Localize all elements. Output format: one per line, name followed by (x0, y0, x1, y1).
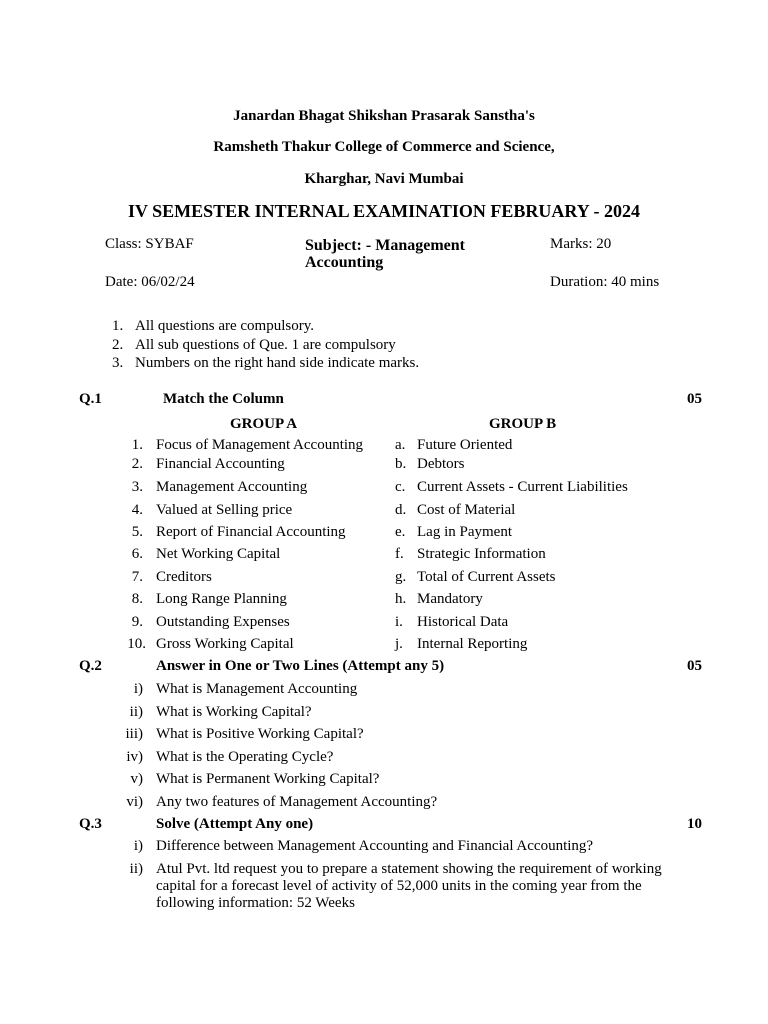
instruction-item (112, 337, 123, 354)
subject-label (305, 237, 465, 271)
group-a-number: 7. (131, 569, 143, 585)
group-b-item: Future Oriented (417, 437, 513, 453)
q2-item-number: v) (130, 771, 143, 787)
q2-item: What is Positive Working Capital? (156, 726, 364, 742)
q3-item-number: i) (133, 838, 143, 854)
instruction-number: 1. (112, 318, 124, 334)
q2-title: Answer in One or Two Lines (Attempt any 5) (156, 658, 445, 674)
group-b-item: Mandatory (417, 591, 483, 607)
group-a-item: Gross Working Capital (156, 636, 294, 652)
group-b-item: Current Assets - Current Liabilities (417, 479, 628, 495)
group-b-letter: c. (395, 479, 406, 495)
q2-item-number: iii) (125, 726, 143, 742)
q1-marks: 05 (687, 391, 702, 407)
group-b-letter: g. (395, 569, 407, 585)
q3-item (156, 861, 662, 912)
group-a-number: 2. (131, 456, 143, 472)
group-b-letter: a. (395, 437, 406, 453)
college-location: Kharghar, Navi Mumbai (304, 171, 464, 187)
q2-item: Any two features of Management Accounting? (156, 794, 438, 810)
subject-line-1: Subject: - Management (305, 237, 465, 254)
group-b-item: Historical Data (417, 614, 509, 630)
group-b-item: Cost of Material (417, 502, 516, 518)
group-b-item: Internal Reporting (417, 636, 528, 652)
group-a-number: 3. (131, 479, 143, 495)
group-a-item: Focus of Management Accounting (156, 437, 364, 453)
q2-item-number: ii) (129, 704, 143, 720)
group-a-item: Creditors (156, 569, 212, 585)
instruction-number: 3. (112, 355, 124, 371)
group-a-number: 4. (131, 502, 143, 518)
group-a-item: Net Working Capital (156, 546, 281, 562)
group-b-item: Debtors (417, 456, 465, 472)
exam-title: IV SEMESTER INTERNAL EXAMINATION FEBRUARY - 2024 (127, 201, 641, 221)
group-b-letter: d. (395, 502, 407, 518)
group-a-item: Report of Financial Accounting (156, 524, 346, 540)
group-b-letter: i. (395, 614, 403, 630)
group-a-number: 6. (131, 546, 143, 562)
instruction-text: Numbers on the right hand side indicate marks. (135, 355, 420, 371)
q3-item-line: following information: 52 Weeks (156, 895, 355, 911)
q2-item-number: i) (133, 681, 143, 697)
q2-item: What is the Operating Cycle? (156, 749, 334, 765)
instruction-item (112, 318, 123, 335)
class-label: Class: SYBAF (105, 236, 194, 252)
q2-item: What is Working Capital? (156, 704, 312, 720)
instruction-text: All questions are compulsory. (135, 318, 314, 334)
group-b-letter: f. (395, 546, 404, 562)
group-a-item: Financial Accounting (156, 456, 285, 472)
group-a-item: Valued at Selling price (156, 502, 293, 518)
group-a-item: Outstanding Expenses (156, 614, 290, 630)
q2-item: What is Permanent Working Capital? (156, 771, 380, 787)
duration-label: Duration: 40 mins (550, 274, 660, 290)
instruction-text: All sub questions of Que. 1 are compulsory (135, 337, 396, 353)
group-b-heading: GROUP B (489, 416, 557, 432)
group-a-number: 10. (127, 636, 146, 652)
college-name: Ramsheth Thakur College of Commerce and Science, (213, 139, 555, 155)
group-a-number: 1. (131, 437, 143, 453)
marks-label: Marks: 20 (550, 236, 612, 252)
group-a-item: Long Range Planning (156, 591, 287, 607)
q2-item: What is Management Accounting (156, 681, 358, 697)
group-b-item: Total of Current Assets (417, 569, 556, 585)
q3-label: Q.3 (79, 816, 102, 832)
org-name: Janardan Bhagat Shikshan Prasarak Sanstha's (233, 108, 535, 124)
group-b-letter: h. (395, 591, 407, 607)
q3-title: Solve (Attempt Any one) (156, 816, 314, 832)
group-a-number: 9. (131, 614, 143, 630)
group-b-letter: e. (395, 524, 406, 540)
q1-title: Match the Column (163, 391, 284, 407)
q1-label: Q.1 (79, 391, 102, 407)
q3-item-line: capital for a forecast level of activity of 52,000 units in the coming year from the (156, 878, 642, 894)
date-label: Date: 06/02/24 (105, 274, 195, 290)
group-b-letter: b. (395, 456, 407, 472)
q3-item-number: ii) (129, 861, 143, 877)
group-a-heading: GROUP A (230, 416, 298, 432)
group-b-letter: j. (395, 636, 403, 652)
instruction-item (112, 355, 123, 372)
group-a-number: 8. (131, 591, 143, 607)
q3-marks: 10 (687, 816, 702, 832)
group-a-number: 5. (131, 524, 143, 540)
group-b-item: Lag in Payment (417, 524, 512, 540)
q2-item-number: vi) (126, 794, 143, 810)
q2-item-number: iv) (126, 749, 143, 765)
subject-line-2: Accounting (305, 254, 384, 271)
q2-label: Q.2 (79, 658, 102, 674)
group-a-item: Management Accounting (156, 479, 308, 495)
q3-item-line: Atul Pvt. ltd request you to prepare a statement showing the requirement of working (156, 861, 662, 877)
q2-marks: 05 (687, 658, 702, 674)
instruction-number: 2. (112, 337, 124, 353)
group-b-item: Strategic Information (417, 546, 546, 562)
q3-item: Difference between Management Accounting and Financial Accounting? (156, 838, 594, 854)
